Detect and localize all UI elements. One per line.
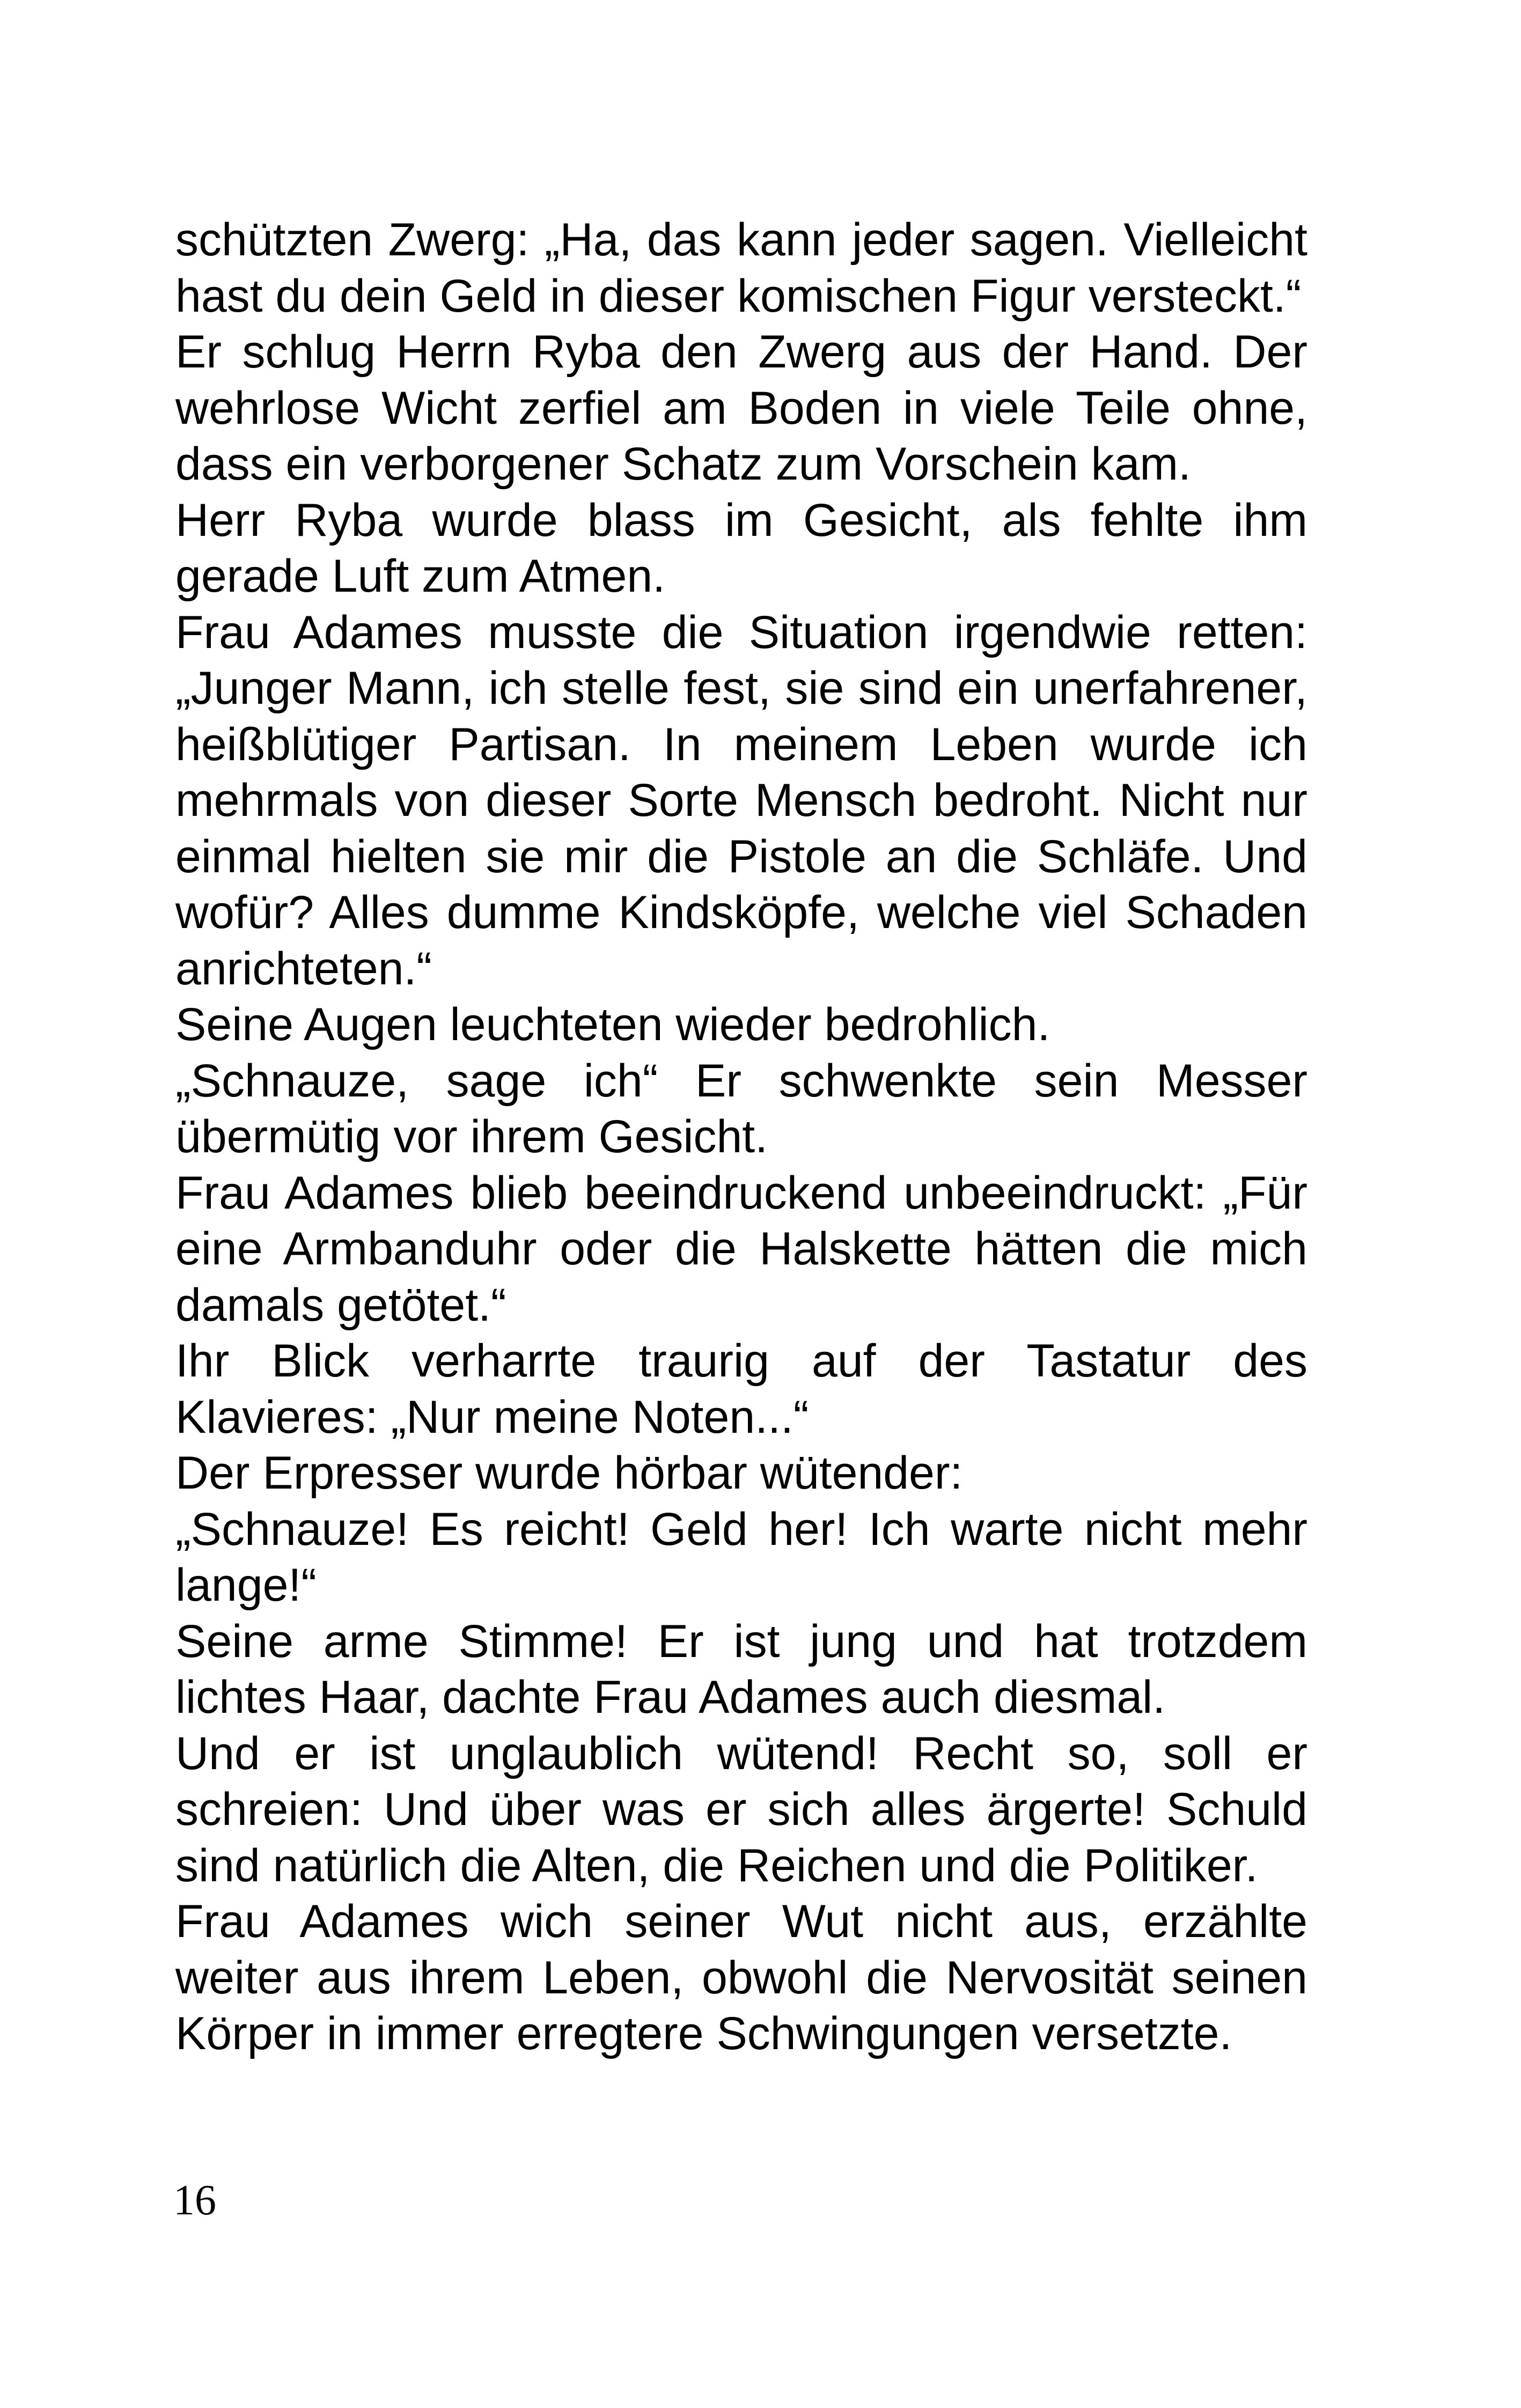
paragraph-5: Seine Augen leuchteten wieder bedrohlich. [175,999,1050,1050]
body-text [175,212,1307,2062]
paragraph-3: Herr Ryba wurde blass im Gesicht, als fehlte ihm gerade Luft zum Atmen. [175,494,1307,602]
paragraph-4: Frau Adames musste die Situation irgendwie retten: „Junger Mann, ich stelle fest, sie sind ein unerfahrener, heißblütiger Partisan. In meinem Leben wurde ich mehrmals von dieser Sorte Mensch bedroht. Nicht nur einmal hielten sie mir die Pistole an die Schläfe. Und wofür? Alles dumme Kindsköpfe, welche viel Schaden anrichteten.“ [175,606,1307,995]
paragraph-11: Seine arme Stimme! Er ist jung und hat trotzdem lichtes Haar, dachte Frau Adames auch diesmal. [175,1615,1307,1723]
paragraph-12: Und er ist unglaublich wütend! Recht so, soll er schreien: Und über was er sich alles ärgerte! Schuld sind natürlich die Alten, die Reichen und die Politiker. [175,1727,1307,1891]
paragraph-6: „Schnauze, sage ich“ Er schwenkte sein Messer übermütig vor ihrem Gesicht. [175,1055,1307,1162]
paragraph-10: „Schnauze! Es reicht! Geld her! Ich warte nicht mehr lange!“ [175,1503,1307,1611]
paragraph-8: Ihr Blick verharrte traurig auf der Tastatur des Klavieres: „Nur meine Noten...“ [175,1335,1307,1443]
paragraph-2: Er schlug Herrn Ryba den Zwerg aus der Hand. Der wehrlose Wicht zerfiel am Boden in viele Teile ohne, dass ein verborgener Schatz zum Vorschein kam. [175,326,1307,490]
page-number: 16 [173,2177,216,2224]
paragraph-7: Frau Adames blieb beeindruckend unbeeindruckt: „Für eine Armbanduhr oder die Halskette hätten die mich damals getötet.“ [175,1167,1307,1331]
paragraph-13: Frau Adames wich seiner Wut nicht aus, erzählte weiter aus ihrem Leben, obwohl die Nervosität seinen Körper in immer erregtere Schwingungen versetzte. [175,1896,1307,2059]
paragraph-1: schützten Zwerg: „Ha, das kann jeder sagen. Vielleicht hast du dein Geld in dieser komischen Figur versteckt.“ [175,214,1307,322]
paragraph-9: Der Erpresser wurde hörbar wütender: [175,1447,963,1499]
